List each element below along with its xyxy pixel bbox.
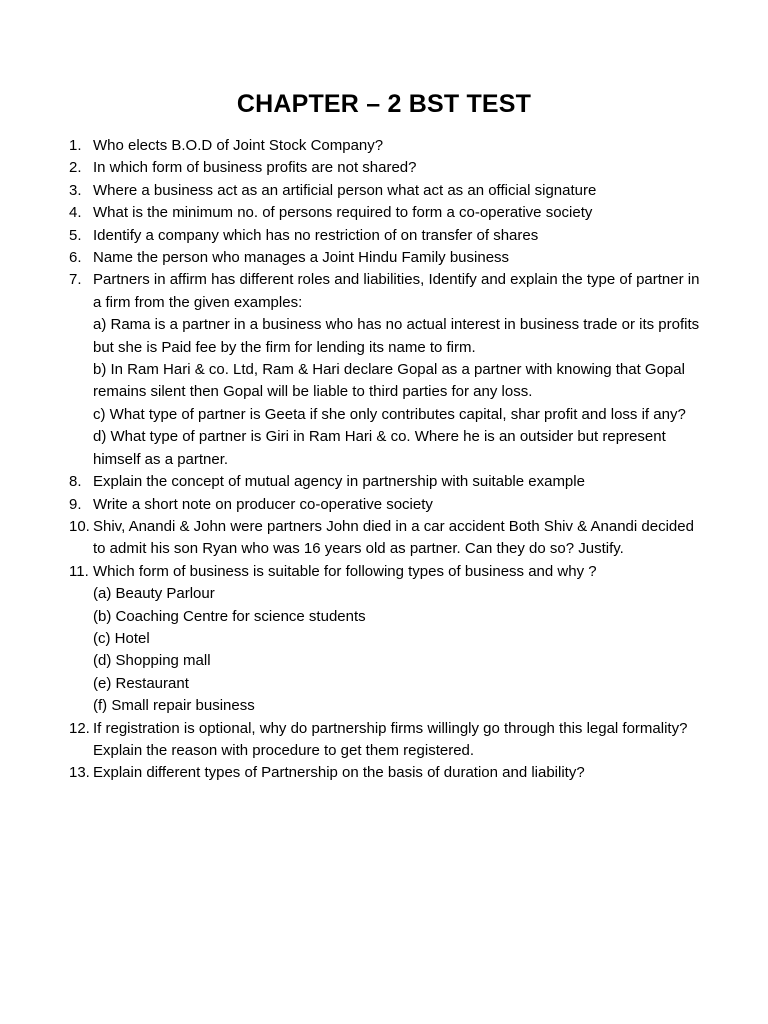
- question-number: [60, 269, 93, 291]
- sub-question-item: (e) Restaurant: [93, 674, 189, 692]
- question-item: [60, 718, 710, 763]
- question-number-text: 8.: [69, 473, 82, 491]
- question-text: Name the person who manages a Joint Hindu Family business: [93, 249, 510, 267]
- sub-question-item: b) In Ram Hari & co. Ltd, Ram & Hari declare Gopal as a partner with knowing that Gopal remains silent then Gopal will be liable to third parties for any loss.: [93, 361, 685, 401]
- question-body: [93, 157, 710, 179]
- question-number-text: 13.: [69, 764, 90, 782]
- question-text: Explain different types of Partnership on the basis of duration and liability?: [93, 764, 585, 782]
- sub-question-item: a) Rama is a partner in a business who has no actual interest in business trade or its profits but she is Paid fee by the firm for lending its name to firm.: [93, 316, 700, 356]
- question-number: [60, 202, 93, 224]
- sub-question-item: (d) Shopping mall: [93, 652, 211, 670]
- question-body: [93, 494, 710, 516]
- question-text: Where a business act as an artificial person what act as an official signature: [93, 181, 597, 199]
- question-number: [60, 135, 93, 157]
- question-body: [93, 180, 710, 202]
- question-text: Identify a company which has no restriction of on transfer of shares: [93, 226, 539, 244]
- question-number: [60, 494, 93, 516]
- question-item: [60, 561, 710, 718]
- question-number-text: 4.: [69, 204, 82, 222]
- question-item: [60, 247, 710, 269]
- question-text: Shiv, Anandi & John were partners John died in a car accident Both Shiv & Anandi decided to admit his son Ryan who was 16 years old as partner. Can they do so? Justify.: [93, 517, 694, 558]
- question-number-text: 7.: [69, 271, 82, 289]
- question-list: [60, 135, 710, 785]
- question-body: [93, 225, 710, 247]
- question-number: [60, 471, 93, 493]
- sub-question-list: [93, 314, 710, 471]
- sub-question-item: (c) Hotel: [93, 629, 150, 647]
- question-body: [93, 561, 710, 718]
- question-number: [60, 225, 93, 247]
- question-item: [60, 180, 710, 202]
- question-body: [93, 269, 710, 471]
- question-body: [93, 762, 710, 784]
- question-body: [93, 135, 710, 157]
- sub-question-item: c) What type of partner is Geeta if she only contributes capital, shar profit and loss if any?: [93, 405, 686, 423]
- question-number-text: 9.: [69, 495, 82, 513]
- question-number: [60, 718, 93, 740]
- sub-question-list: [93, 583, 710, 717]
- question-text: Partners in affirm has different roles and liabilities, Identify and explain the type of partner in a firm from the given examples:: [93, 271, 700, 311]
- question-number: [60, 561, 93, 583]
- question-body: [93, 471, 710, 493]
- question-number-text: 2.: [69, 159, 82, 177]
- question-text: Explain the concept of mutual agency in partnership with suitable example: [93, 473, 585, 491]
- question-number: [60, 180, 93, 202]
- question-number-text: 10.: [69, 517, 90, 535]
- question-text: In which form of business profits are not shared?: [93, 159, 417, 177]
- page-title: CHAPTER – 2 BST TEST: [236, 90, 532, 118]
- question-number-text: 3.: [69, 181, 82, 199]
- question-number: [60, 247, 93, 269]
- question-item: [60, 202, 710, 224]
- question-body: [93, 718, 710, 763]
- question-text: Write a short note on producer co-operative society: [93, 495, 433, 513]
- question-item: [60, 157, 710, 179]
- question-item: [60, 494, 710, 516]
- question-number-text: 5.: [69, 226, 82, 244]
- question-text: Which form of business is suitable for following types of business and why ?: [93, 562, 597, 580]
- question-body: [93, 516, 710, 561]
- question-item: [60, 516, 710, 561]
- question-number-text: 6.: [69, 249, 82, 267]
- sub-question-item: (f) Small repair business: [93, 697, 255, 715]
- question-text: If registration is optional, why do partnership firms willingly go through this legal formality? Explain the reason with procedure to get them registered.: [93, 719, 688, 759]
- question-number-text: 1.: [69, 137, 82, 154]
- question-number-text: 12.: [69, 719, 90, 737]
- question-item: [60, 269, 710, 471]
- question-body: [93, 247, 710, 269]
- sub-question-item: (a) Beauty Parlour: [93, 585, 215, 603]
- question-item: [60, 471, 710, 493]
- sub-question-item: d) What type of partner is Giri in Ram Hari & co. Where he is an outsider but represent himself as a partner.: [93, 428, 666, 468]
- question-item: [60, 135, 710, 157]
- question-text: What is the minimum no. of persons required to form a co-operative society: [93, 204, 593, 222]
- question-text: Who elects B.O.D of Joint Stock Company?: [93, 137, 384, 154]
- question-item: [60, 225, 710, 247]
- question-number: [60, 516, 93, 538]
- question-number: [60, 762, 93, 784]
- question-number: [60, 157, 93, 179]
- question-item: [60, 762, 710, 784]
- sub-question-item: (b) Coaching Centre for science students: [93, 607, 366, 625]
- question-number-text: 11.: [69, 562, 89, 580]
- question-body: [93, 202, 710, 224]
